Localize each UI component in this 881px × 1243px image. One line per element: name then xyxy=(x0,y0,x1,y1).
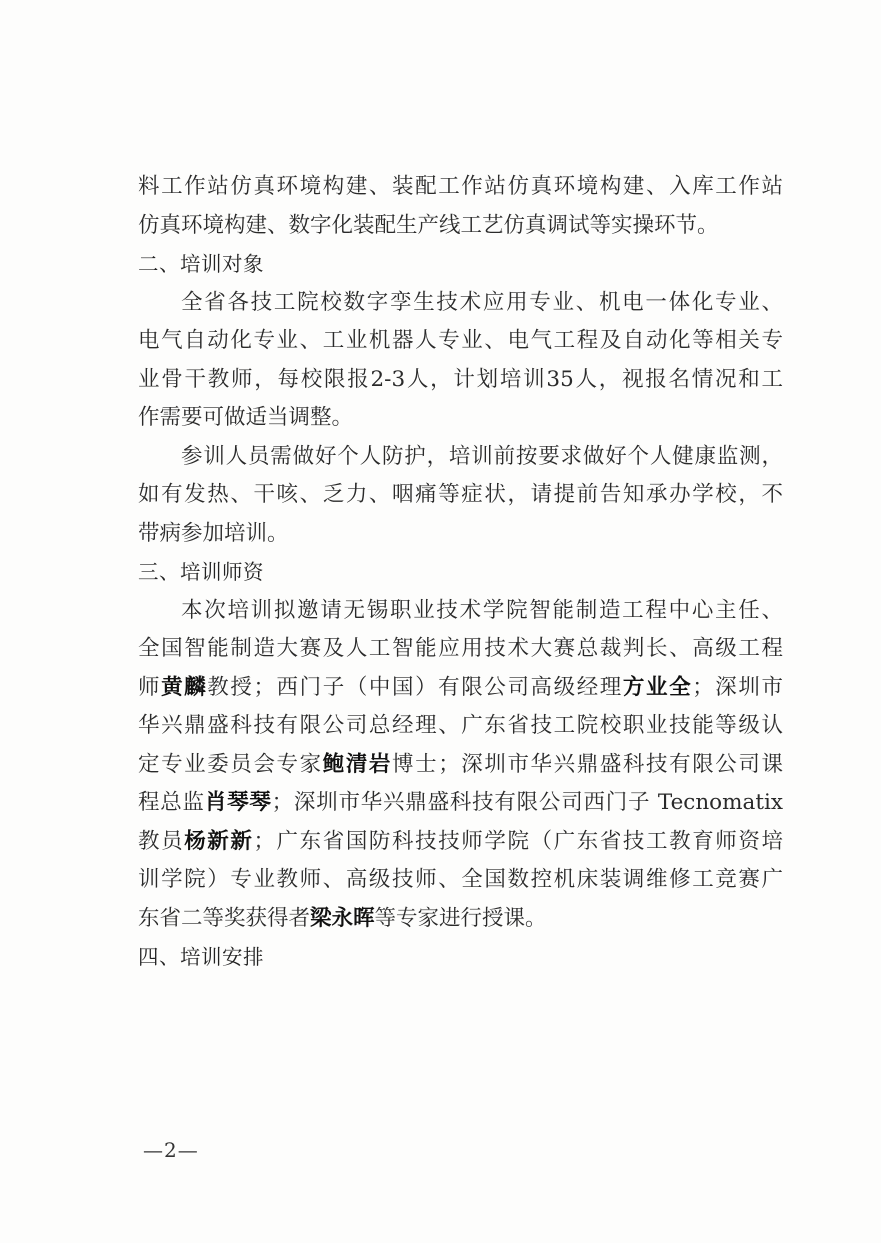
body-line xyxy=(138,900,783,939)
body-line: 如有发热、干咳、乏力、咽痛等症状，请提前告知承办学校，不 xyxy=(138,482,783,507)
expert-name: 杨新新 xyxy=(184,828,254,854)
body-line xyxy=(138,823,783,862)
expert-name: 肖琴琴 xyxy=(204,790,272,815)
body-line: 带病参加培训。 xyxy=(138,520,289,546)
text-run: 教员 xyxy=(138,828,185,854)
section-heading-training-schedule: 四、培训安排 xyxy=(138,945,264,969)
text-run: 师 xyxy=(138,674,162,700)
body-line: 训学院）专业教师、高级技师、全国数控机床装调维修工竞赛广 xyxy=(138,867,783,892)
text-run: ；广东省国防科技技师学院（广东省技工教育师资培 xyxy=(253,828,783,854)
body-line: 华兴鼎盛科技有限公司总经理、广东省技工院校职业技能等级认 xyxy=(138,713,783,738)
body-line: 业骨干教师，每校限报2-3人，计划培训35人，视报名情况和工 xyxy=(138,366,783,392)
expert-name: 梁永晖 xyxy=(310,905,375,931)
body-line: 参训人员需做好个人防护，培训前按要求做好个人健康监测， xyxy=(181,443,783,469)
body-line xyxy=(138,746,783,785)
section-heading-training-faculty: 三、培训师资 xyxy=(138,560,264,584)
body-line: 料工作站仿真环境构建、装配工作站仿真环境构建、入库工作站 xyxy=(138,174,783,199)
text-run: ；深圳市华兴鼎盛科技有限公司西门子 Tecnomatix xyxy=(271,790,783,815)
document-body xyxy=(138,168,783,977)
body-line: 全国智能制造大赛及人工智能应用技术大赛总裁判长、高级工程 xyxy=(138,636,783,661)
text-run: 等专家进行授课。 xyxy=(374,905,547,931)
body-line xyxy=(138,669,783,708)
text-run: 东省二等奖获得者 xyxy=(138,905,311,931)
expert-name: 黄麟 xyxy=(161,674,208,700)
body-line: 本次培训拟邀请无锡职业技术学院智能制造工程中心主任、 xyxy=(181,597,783,623)
text-run: 定专业委员会专家 xyxy=(138,751,323,777)
text-run: 教授；西门子（中国）有限公司高级经理 xyxy=(207,674,623,700)
expert-name: 鲍清岩 xyxy=(322,751,393,777)
body-line: 电气自动化专业、工业机器人专业、电气工程及自动化等相关专 xyxy=(138,328,783,353)
text-run: ；深圳市 xyxy=(692,674,783,700)
section-heading-training-target: 二、培训对象 xyxy=(138,252,264,276)
body-line: 作需要可做适当调整。 xyxy=(138,405,354,430)
expert-name: 方业全 xyxy=(622,674,693,700)
body-line: 仿真环境构建、数字化装配生产线工艺仿真调试等实操环节。 xyxy=(138,212,719,238)
body-line: 全省各技工院校数字孪生技术应用专业、机电一体化专业、 xyxy=(181,289,783,315)
text-run: 博士；深圳市华兴鼎盛科技有限公司课 xyxy=(392,751,783,777)
body-line xyxy=(138,784,783,823)
text-run: 程总监 xyxy=(138,790,205,815)
page-number: —2— xyxy=(143,1138,199,1162)
